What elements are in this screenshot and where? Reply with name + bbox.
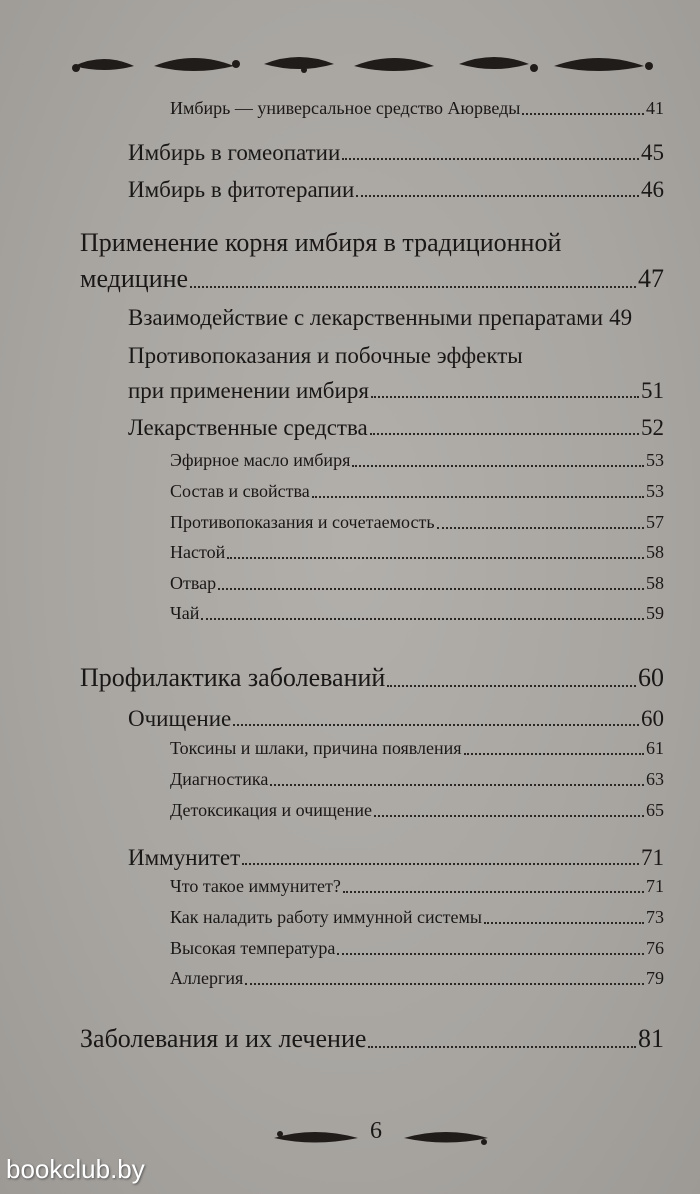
toc-entry	[170, 450, 664, 471]
toc-entry-page: 79	[646, 968, 664, 988]
toc-entry	[170, 769, 664, 790]
watermark: bookclub.by	[6, 1154, 145, 1184]
dot-leader	[242, 863, 639, 865]
toc-entry-title: Как наладить работу иммунной системы	[170, 907, 482, 927]
toc-entry-page: 57	[646, 512, 664, 532]
toc-entry-title: Имбирь в фитотерапии	[128, 177, 355, 202]
toc-entry	[170, 800, 664, 821]
toc-entry-page: 53	[646, 481, 664, 501]
toc-entry-title: Очищение	[128, 706, 232, 731]
toc-entry-page: 71	[641, 845, 664, 870]
toc-entry-title: Лекарственные средства	[128, 415, 368, 440]
dot-leader	[374, 815, 644, 817]
toc-entry-page: 51	[641, 378, 664, 403]
dot-leader	[387, 685, 636, 687]
dot-leader	[342, 158, 639, 160]
toc-entry-title: Иммунитет	[128, 845, 241, 870]
toc-entry-page: 60	[641, 706, 664, 731]
toc-entry	[80, 264, 664, 294]
dot-leader	[218, 588, 644, 590]
toc-entry-title: Состав и свойства	[170, 481, 310, 501]
toc-entry-page: 73	[646, 907, 664, 927]
ornament-right-icon	[400, 1124, 492, 1152]
toc-entry-title: Имбирь в гомеопатии	[128, 140, 341, 165]
dot-leader	[227, 557, 644, 559]
toc-entry-title: Что такое иммунитет?	[170, 876, 341, 896]
toc-entry	[170, 542, 664, 563]
dot-leader	[464, 753, 644, 755]
toc-entry-title: Имбирь — универсальное средство Аюрведы	[170, 98, 521, 118]
dot-leader	[437, 527, 644, 529]
toc-entry-page: 58	[646, 542, 664, 562]
toc-entry-title: Эфирное масло имбиря	[170, 450, 351, 470]
toc-entry	[170, 512, 664, 533]
toc-entry-title-line: Противопоказания и побочные эффекты	[128, 343, 523, 368]
toc-entry-title: медицине	[80, 264, 189, 293]
toc-entry-page: 52	[641, 415, 664, 440]
toc-entry-title: Диагностика	[170, 769, 269, 789]
toc-entry-page: 76	[646, 938, 664, 958]
dot-leader	[371, 396, 639, 398]
toc-entry-title: Аллергия	[170, 968, 244, 988]
toc-entry-title: Токсины и шлаки, причина появления	[170, 738, 462, 758]
toc-entry	[170, 98, 664, 119]
toc-entry-page: 65	[646, 800, 664, 820]
dot-leader	[245, 983, 644, 985]
toc-entry-title: Взаимодействие с лекарственными препаратами	[128, 305, 604, 330]
toc-entry	[170, 573, 664, 594]
toc-entry	[170, 938, 664, 959]
toc-entry-page: 63	[646, 769, 664, 789]
toc-entry	[128, 305, 678, 331]
toc-entry	[128, 415, 664, 441]
toc-entry	[170, 876, 664, 897]
toc-entry-page: 45	[641, 140, 664, 165]
dot-leader	[352, 465, 644, 467]
dot-leader	[337, 953, 644, 955]
dot-leader	[356, 195, 639, 197]
toc-entry-page: 71	[646, 876, 664, 896]
toc-entry-title: Отвар	[170, 573, 217, 593]
toc-entry	[128, 706, 664, 732]
page-number: 6	[370, 1118, 382, 1144]
toc-entry-title: Детоксикация и очищение	[170, 800, 372, 820]
ornament-left-icon	[270, 1124, 360, 1152]
dot-leader	[201, 618, 644, 620]
toc-entry-title: Профилактика заболеваний	[80, 663, 386, 692]
dot-leader	[368, 1046, 636, 1048]
toc-entry	[80, 663, 664, 693]
toc-entry	[128, 177, 664, 203]
toc-entry-title: при применении имбиря	[128, 378, 369, 403]
toc-entry-title-line: Применение корня имбиря в традиционной	[80, 228, 562, 257]
toc-entry	[80, 1024, 664, 1054]
toc-entry	[128, 140, 664, 166]
toc-entry	[170, 603, 664, 624]
toc-entry-page: 46	[641, 177, 664, 202]
toc-entry-page: 61	[646, 738, 664, 758]
toc-entry-title: Чай	[170, 603, 200, 623]
toc-entry-page: 53	[646, 450, 664, 470]
dot-leader	[484, 922, 644, 924]
toc-entry-page: 47	[638, 264, 664, 293]
toc-entry	[170, 481, 664, 502]
toc-entry-page: 49	[609, 305, 633, 330]
toc-entry-page: 41	[646, 98, 664, 118]
toc-entry-page: 81	[638, 1024, 664, 1053]
dot-leader	[370, 433, 639, 435]
toc-entry-page: 60	[638, 663, 664, 692]
dot-leader	[270, 784, 644, 786]
dot-leader	[233, 724, 639, 726]
toc-entry-title: Противопоказания и сочетаемость	[170, 512, 435, 532]
dot-leader	[312, 496, 644, 498]
toc-entry-page: 58	[646, 573, 664, 593]
toc-entry	[170, 968, 664, 989]
dot-leader	[343, 891, 644, 893]
toc-entry	[128, 845, 664, 871]
toc-entry-title: Настой	[170, 542, 226, 562]
dot-leader	[190, 286, 636, 288]
toc-entry	[128, 378, 664, 404]
toc-entry-title: Заболевания и их лечение	[80, 1024, 367, 1053]
toc-entry	[170, 907, 664, 928]
toc-entry-title: Высокая температура	[170, 938, 336, 958]
toc-entry-page: 59	[646, 603, 664, 623]
toc-entry	[170, 738, 664, 759]
dot-leader	[522, 113, 644, 115]
